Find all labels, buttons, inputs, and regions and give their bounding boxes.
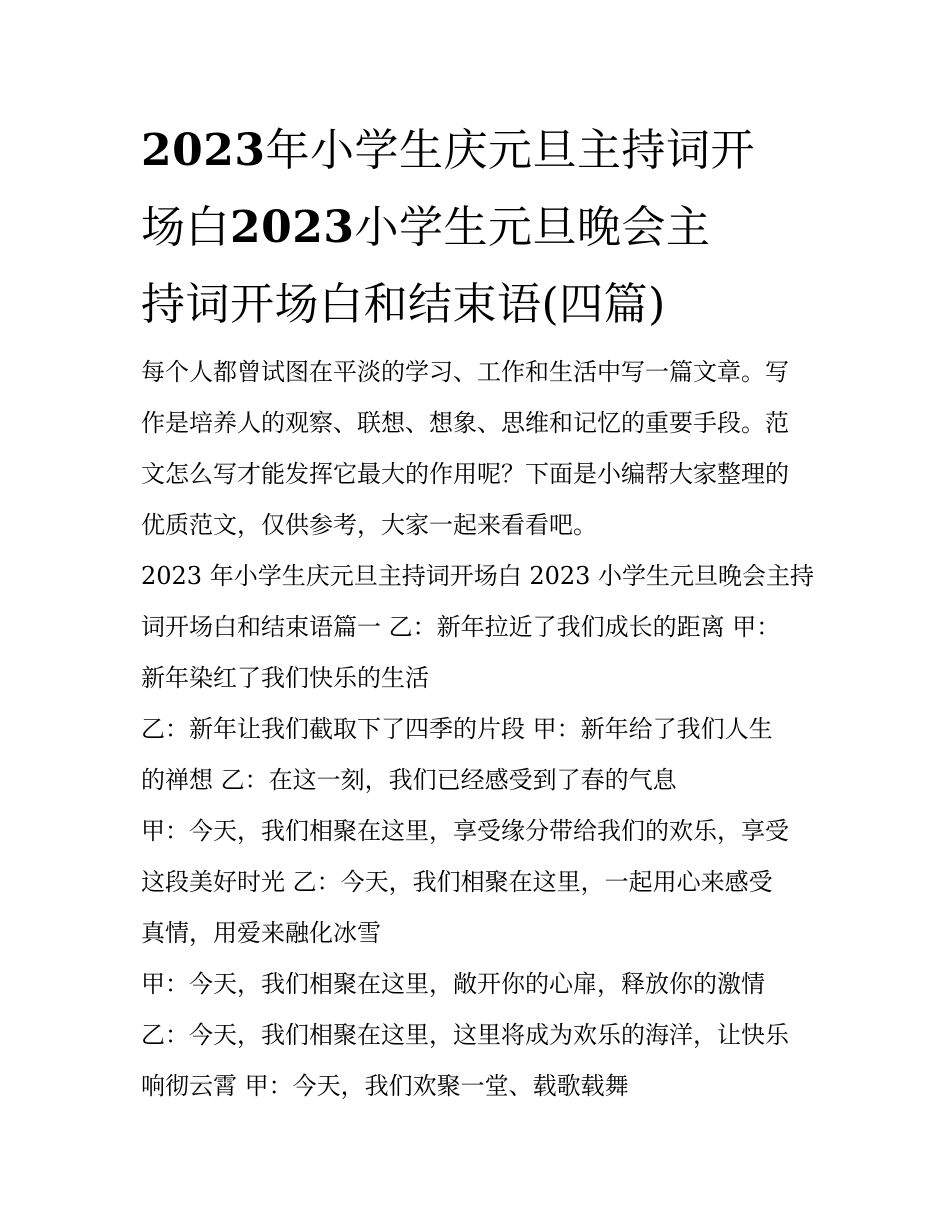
body-line: 乙：今天，我们相聚在这里，这里将成为欢乐的海洋，让快乐 (141, 1021, 789, 1049)
body-line: 优质范文，仅供参考，大家一起来看看吧。 (141, 511, 597, 539)
body-line: 真情，用爱来融化冰雪 (141, 919, 381, 947)
body-line: 甲：今天，我们相聚在这里，敞开你的心扉，释放你的激情 (141, 970, 765, 998)
body-line: 乙：新年让我们截取下了四季的片段 甲：新年给了我们人生 (141, 715, 773, 743)
title-number: 2023 (141, 125, 266, 176)
title-number: 2023 (230, 202, 355, 253)
title-text: 小学生元旦晚会主 (354, 202, 711, 253)
title-text: 持词开场白和结束语(四篇) (141, 279, 666, 330)
body-line: 每个人都曾试图在平淡的学习、工作和生活中写一篇文章。写 (141, 358, 789, 386)
title-text: 年小学生庆元旦主持词开 (265, 125, 755, 176)
body-line: 甲：今天，我们相聚在这里，享受缘分带给我们的欢乐，享受 (141, 817, 789, 845)
body-line: 词开场白和结束语篇一 乙：新年拉近了我们成长的距离 甲： (141, 613, 781, 641)
body-line: 2023 年小学生庆元旦主持词开场白 2023 小学生元旦晚会主持 (141, 562, 815, 590)
document-title (141, 112, 810, 343)
body-line: 响彻云霄 甲：今天，我们欢聚一堂、载歌载舞 (141, 1072, 629, 1100)
title-text: 场白 (141, 202, 230, 253)
title-line-1 (141, 112, 810, 189)
body-line: 作是培养人的观察、联想、想象、思维和记忆的重要手段。范 (141, 409, 789, 437)
body-line: 的禅想 乙：在这一刻，我们已经感受到了春的气息 (141, 766, 677, 794)
document-body (141, 347, 815, 1112)
title-line-2 (141, 189, 810, 266)
body-line: 文怎么写才能发挥它最大的作用呢？下面是小编帮大家整理的 (141, 460, 789, 488)
body-line: 新年染红了我们快乐的生活 (141, 664, 429, 692)
title-line-3 (141, 266, 810, 343)
body-line: 这段美好时光 乙：今天，我们相聚在这里，一起用心来感受 (141, 868, 773, 896)
